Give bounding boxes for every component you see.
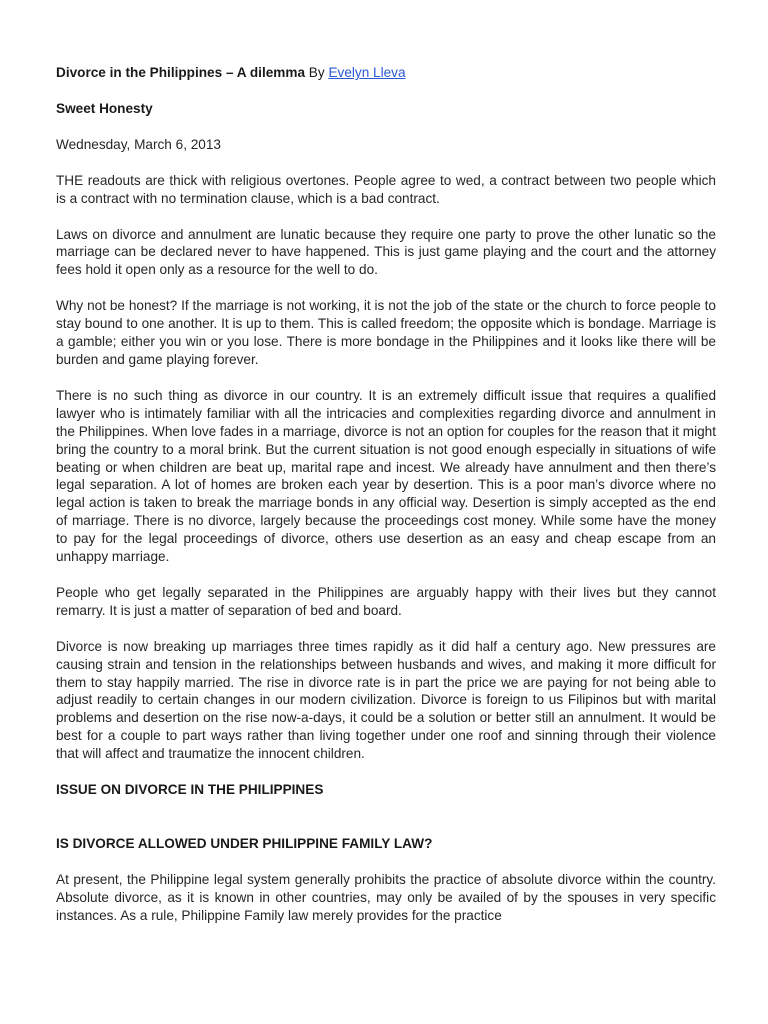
publish-date: Wednesday, March 6, 2013 (56, 136, 221, 152)
paragraph-2: Laws on divorce and annulment are lunatic because they require one party to prove the other lunatic so the marriage can be declared never to have happened. This is just game playing and the court and the attorney fees hold it open only as a resource for the well to do. (56, 226, 716, 278)
column-name: Sweet Honesty (56, 100, 153, 116)
section-heading-question: IS DIVORCE ALLOWED UNDER PHILIPPINE FAMILY LAW? (56, 836, 433, 851)
paragraph-6: Divorce is now breaking up marriages three times rapidly as it did half a century ago. New pressures are causing strain and tension in the relationships between husbands and wives, and making it more difficult for them to stay happily married. The rise in divorce rate is in part the price we are paying for not being able to adjust readily to certain changes in our modern civilization. Divorce is foreign to us Filipinos but with marital problems and desertion on the rise now-a-days, it could be a solution or better still an annulment. It would be best for a couple to part ways rather than living together under one roof and sinning through their violence that will affect and traumatize the innocent children. (56, 638, 716, 762)
paragraph-4: There is no such thing as divorce in our country. It is an extremely difficult issue that requires a qualified lawyer who is intimately familiar with all the intricacies and complexities regarding divorce and annulment in the Philippines. When love fades in a marriage, divorce is not an option for couples for the reason that it might bring the country to a moral brink. But the current situation is not good enough especially in situations of wife beating or when children are beat up, marital rape and incest. We already have annulment and then there’s legal separation. A lot of homes are broken each year by desertion. This is a poor man’s divorce where no legal action is taken to break the marriage bonds in any official way. Desertion is simply accepted as the end of marriage. There is no divorce, largely because the proceedings cost money. While some have the money to pay for the legal proceedings of divorce, others use desertion as an easy and cheap escape from an unhappy marriage. (56, 387, 716, 565)
paragraph-1: THE readouts are thick with religious overtones. People agree to wed, a contract between two people which is a contract with no termination clause, which is a bad contract. (56, 172, 716, 206)
article-title-line (56, 64, 716, 82)
section-heading-issue: ISSUE ON DIVORCE IN THE PHILIPPINES (56, 782, 324, 798)
paragraph-final: At present, the Philippine legal system generally prohibits the practice of absolute divorce within the country. Absolute divorce, as it is known in other countries, may only be availed of by the spouses in very specific instances. As a rule, Philippine Family law merely provides for the practice (56, 871, 716, 923)
byline-prefix: By (305, 65, 329, 80)
author-link[interactable]: Evelyn Lleva (328, 65, 406, 80)
article-title: Divorce in the Philippines – A dilemma (56, 65, 306, 80)
paragraph-3: Why not be honest? If the marriage is not working, it is not the job of the state or the church to force people to stay bound to one another. It is up to them. This is called freedom; the opposite which is bondage. Marriage is a gamble; either you win or you lose. There is more bondage in the Philippines and it looks like there will be burden and game playing forever. (56, 298, 716, 367)
paragraph-5: People who get legally separated in the Philippines are arguably happy with their lives but they cannot remarry. It is just a matter of separation of bed and board. (56, 584, 716, 618)
document-page (56, 64, 716, 943)
